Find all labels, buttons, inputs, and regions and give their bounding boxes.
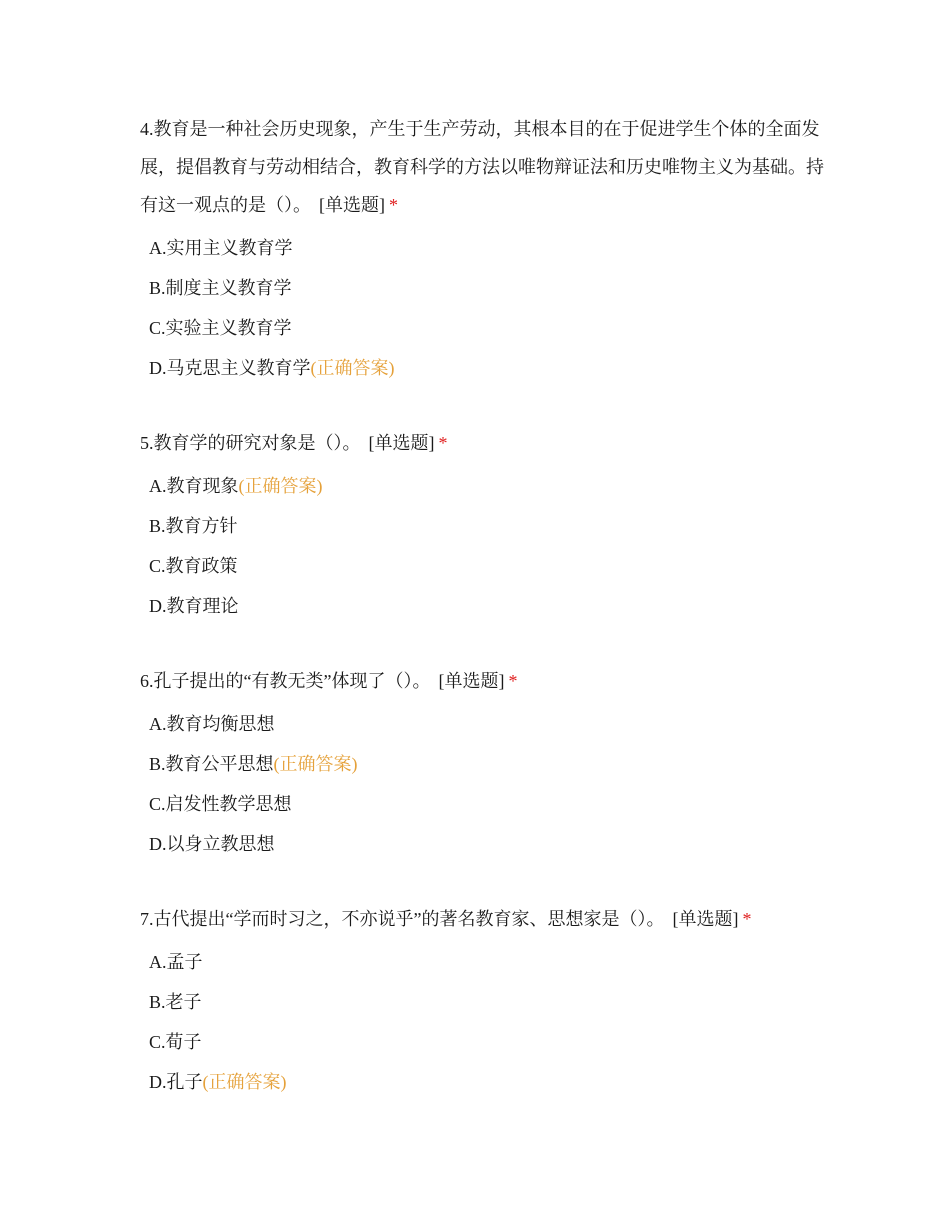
option-text: B.教育公平思想 <box>149 754 274 774</box>
option-list <box>140 228 830 388</box>
option-text: C.实验主义教育学 <box>149 318 292 338</box>
required-mark: * <box>508 671 518 691</box>
required-mark: * <box>438 433 448 453</box>
option-list <box>140 704 830 864</box>
option-c[interactable] <box>149 1022 830 1062</box>
option-b[interactable] <box>149 506 830 546</box>
option-text: C.启发性教学思想 <box>149 794 292 814</box>
correct-answer-mark: (正确答案) <box>310 358 395 378</box>
required-mark: * <box>742 909 752 929</box>
option-a[interactable] <box>149 942 830 982</box>
option-text: D.孔子 <box>149 1072 203 1092</box>
option-text: B.老子 <box>149 992 202 1012</box>
option-text: A.教育现象 <box>149 476 239 496</box>
option-text: D.以身立教思想 <box>149 834 275 854</box>
question-type: [单选题] <box>672 909 739 929</box>
correct-answer-mark: (正确答案) <box>238 476 323 496</box>
option-a[interactable] <box>149 466 830 506</box>
question-stem <box>140 110 830 224</box>
question-text: 7.古代提出“学而时习之，不亦说乎”的著名教育家、思想家是（）。 <box>140 909 665 929</box>
option-text: D.马克思主义教育学 <box>149 358 311 378</box>
option-a[interactable] <box>149 704 830 744</box>
question-7 <box>140 900 830 1102</box>
question-text: 6.孔子提出的“有教无类”体现了（）。 <box>140 671 431 691</box>
option-b[interactable] <box>149 268 830 308</box>
question-stem <box>140 900 830 938</box>
option-text: B.制度主义教育学 <box>149 278 292 298</box>
question-text: 4.教育是一种社会历史现象，产生于生产劳动，其根本目的在于促进学生个体的全面发展，提倡教育与劳动相结合，教育科学的方法以唯物辩证法和历史唯物主义为基础。持有这一观点的是（）。 <box>140 119 824 215</box>
option-a[interactable] <box>149 228 830 268</box>
option-c[interactable] <box>149 308 830 348</box>
option-c[interactable] <box>149 784 830 824</box>
required-mark: * <box>389 195 398 215</box>
question-4 <box>140 110 830 388</box>
option-text: B.教育方针 <box>149 516 238 536</box>
question-type: [单选题] <box>438 671 505 691</box>
question-type: [单选题] <box>368 433 435 453</box>
option-list <box>140 466 830 626</box>
document-page <box>140 110 830 1138</box>
option-text: C.荀子 <box>149 1032 202 1052</box>
option-text: A.实用主义教育学 <box>149 238 293 258</box>
question-stem <box>140 662 830 700</box>
option-d[interactable] <box>149 1062 830 1102</box>
option-text: C.教育政策 <box>149 556 238 576</box>
correct-answer-mark: (正确答案) <box>273 754 358 774</box>
option-d[interactable] <box>149 586 830 626</box>
option-list <box>140 942 830 1102</box>
question-type: [单选题] <box>319 195 385 215</box>
question-5 <box>140 424 830 626</box>
correct-answer-mark: (正确答案) <box>202 1072 287 1092</box>
option-c[interactable] <box>149 546 830 586</box>
question-6 <box>140 662 830 864</box>
option-d[interactable] <box>149 824 830 864</box>
option-text: D.教育理论 <box>149 596 239 616</box>
question-text: 5.教育学的研究对象是（）。 <box>140 433 361 453</box>
option-b[interactable] <box>149 982 830 1022</box>
option-text: A.孟子 <box>149 952 203 972</box>
option-d[interactable] <box>149 348 830 388</box>
option-b[interactable] <box>149 744 830 784</box>
option-text: A.教育均衡思想 <box>149 714 275 734</box>
question-stem <box>140 424 830 462</box>
